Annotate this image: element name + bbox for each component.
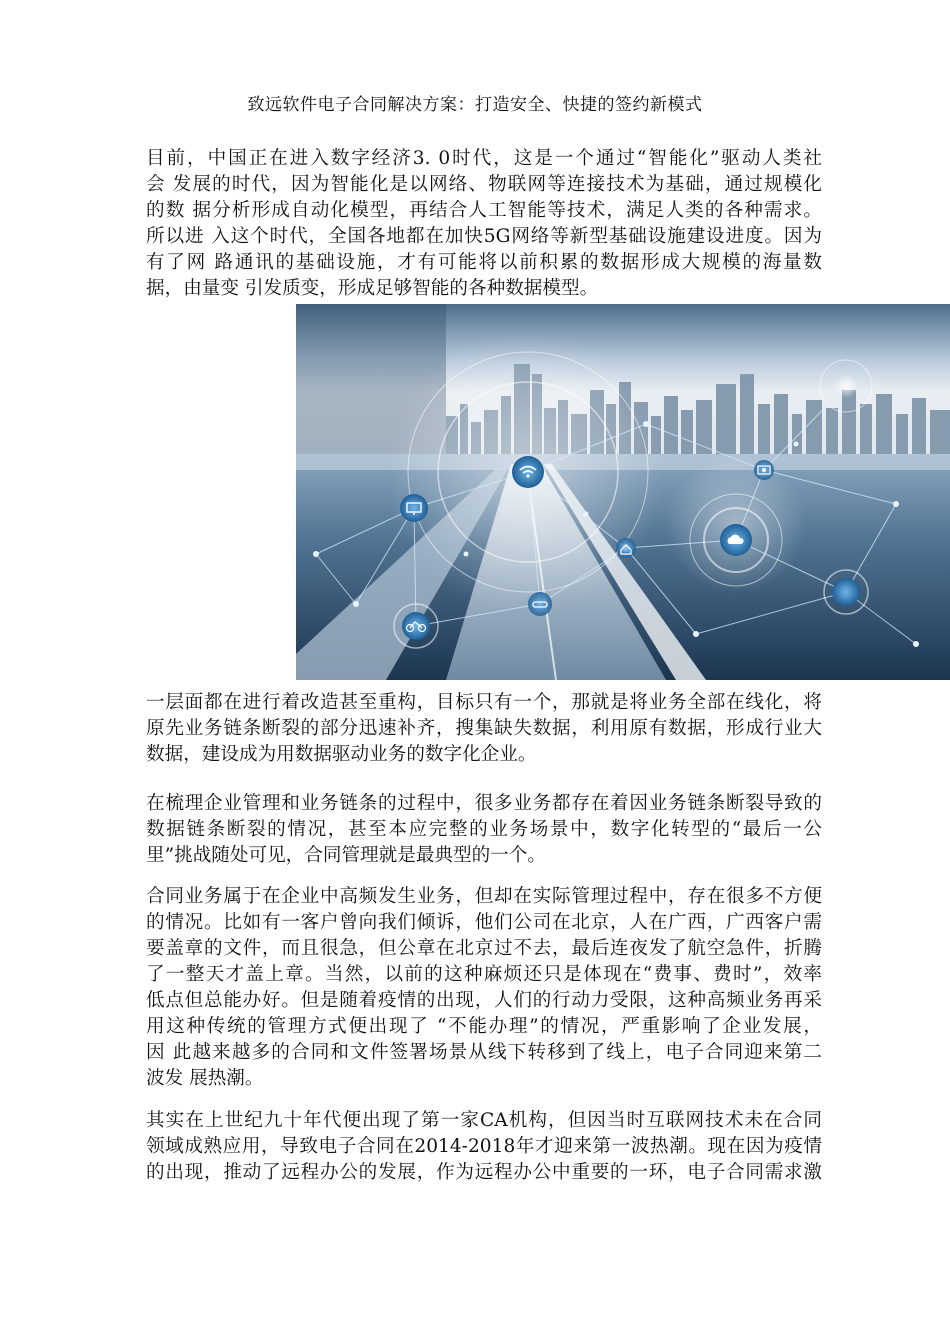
cloud-icon	[720, 524, 752, 556]
paragraph-business-chain	[146, 791, 822, 869]
text-line: 低点但总能办好。但是随着疫情的出现，人们的行动力受限，这种高频业务再采	[146, 990, 822, 1011]
text-line: 数据链条断裂的情况，甚至本应完整的业务场景中，数字化转型的“最后一公	[146, 819, 822, 840]
paragraph-transformation	[146, 690, 822, 768]
text-line: 波发 展热潮。	[146, 1068, 264, 1089]
wifi-icon	[512, 456, 544, 488]
text-line: 目前，中国正在进入数字经济3. 0时代，这是一个通过“智能化”驱动人类社	[146, 148, 822, 169]
text-line: 原先业务链条断裂的部分迅速补齐，搜集缺失数据，利用原有数据，形成行业大	[146, 718, 822, 739]
paragraph-intro	[146, 146, 822, 302]
text-line: 要盖章的文件，而且很急，但公章在北京过不去，最后连夜发了航空急件，折腾	[146, 938, 822, 959]
text-line: 数据，建设成为用数据驱动业务的数字化企业。	[146, 744, 537, 765]
text-line: 在梳理企业管理和业务链条的过程中，很多业务都存在着因业务链条断裂导致的	[146, 793, 822, 814]
text-line: 据，由量变 引发质变，形成足够智能的各种数据模型。	[146, 278, 599, 299]
bicycle-icon	[402, 612, 430, 640]
text-line: 会 发展的时代，因为智能化是以网络、物联网等连接技术为基础，通过规模化	[146, 174, 822, 195]
text-line: 所以进 入这个时代，全国各地都在加快5G网络等新型基础设施建设进度。因为	[146, 226, 822, 247]
page-title: 致远软件电子合同解决方案：打造安全、快捷的签约新模式	[247, 95, 703, 115]
paragraph-ca-history	[146, 1108, 822, 1186]
text-line: 的数 据分析形成自动化模型，再结合人工智能等技术，满足人类的各种需求。	[146, 200, 822, 221]
camera-icon	[754, 460, 774, 480]
text-line: 用这种传统的管理方式便出现了 “不能办理”的情况，严重影响了企业发展，	[146, 1016, 822, 1037]
text-line: 有了网 路通讯的基础设施，才有可能将以前积累的数据形成大规模的海量数	[146, 252, 822, 273]
text-line: 因 此越来越多的合同和文件签署场景从线下转移到了线上，电子合同迎来第二	[146, 1042, 822, 1063]
text-line: 一层面都在进行着改造甚至重构，目标只有一个，那就是将业务全部在线化，将	[146, 692, 822, 713]
car-icon	[528, 592, 552, 616]
text-line: 了一整天才盖上章。当然，以前的这种麻烦还只是体现在“费事、费时”，效率	[146, 964, 822, 985]
text-line: 里”挑战随处可见，合同管理就是最典型的一个。	[146, 845, 546, 866]
text-line: 领域成熟应用，导致电子合同在2014-2018年才迎来第一波热潮。现在因为疫情	[146, 1136, 822, 1157]
home-icon	[616, 538, 636, 558]
text-line: 其实在上世纪九十年代便出现了第一家CA机构，但因当时互联网技术未在合同	[146, 1110, 822, 1131]
text-line: 合同业务属于在企业中高频发生业务，但却在实际管理过程中，存在很多不方便	[146, 886, 822, 907]
monitor-icon	[400, 494, 428, 522]
text-line: 的出现，推动了远程办公的发展，作为远程办公中重要的一环，电子合同需求激	[146, 1162, 822, 1183]
paragraph-contract-business	[146, 884, 822, 1092]
smart-city-network-image	[296, 304, 950, 680]
text-line: 的情况。比如有一客户曾向我们倾诉，他们公司在北京，人在广西，广西客户需	[146, 912, 822, 933]
